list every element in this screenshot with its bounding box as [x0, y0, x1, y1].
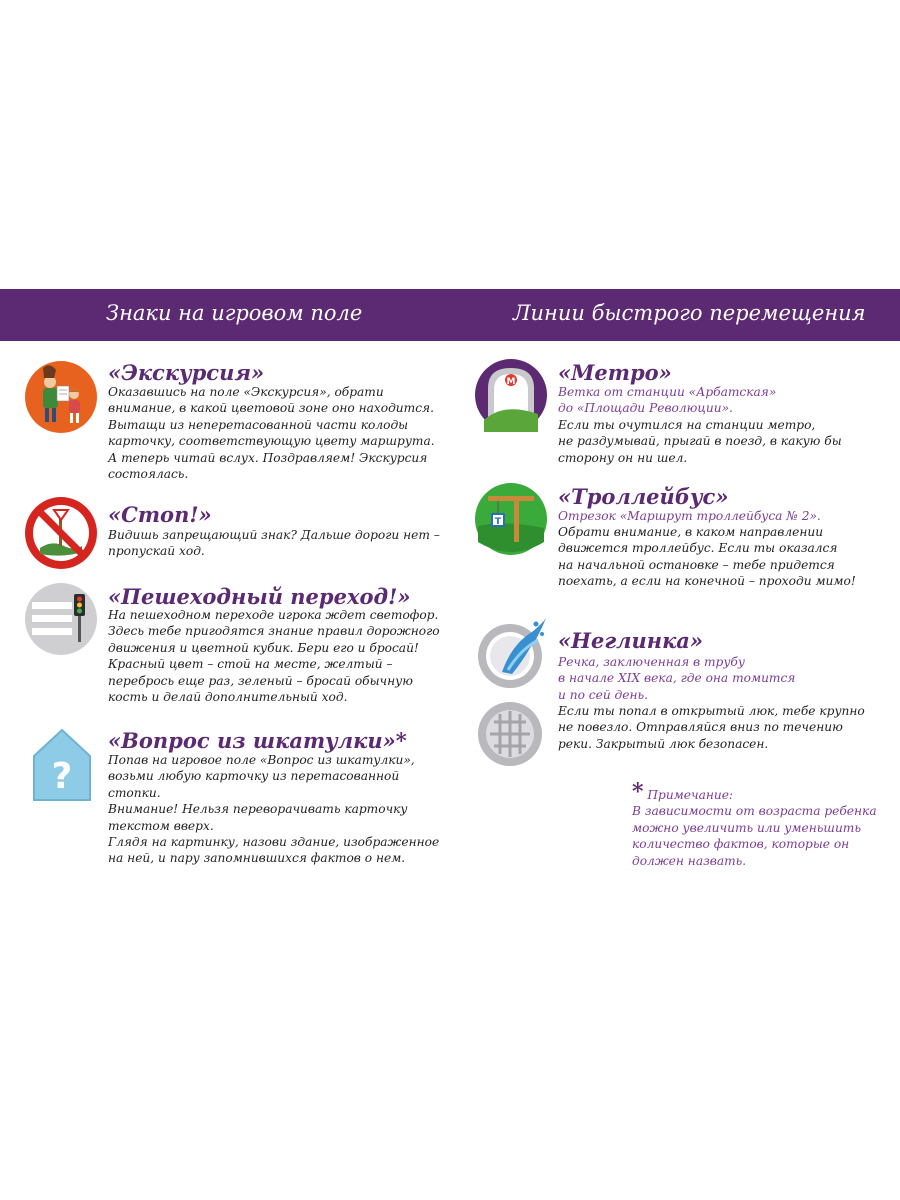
text-line: до «Площади Революции».	[558, 401, 733, 416]
trolleybus-text	[558, 524, 856, 590]
text-line: пропускай ход.	[108, 544, 205, 559]
text-line: не раздумывай, прыгай в поезд, в какую бы	[558, 434, 842, 449]
text-line: Ветка от станции «Арбатская»	[558, 385, 777, 399]
footnote-label-line	[632, 779, 877, 805]
excursion-icon	[24, 360, 98, 434]
stop-sign-icon	[24, 496, 98, 570]
text-line: В зависимости от возраста ребенка	[632, 804, 877, 819]
crosswalk-icon	[24, 582, 98, 656]
stop-heading: «Стоп!»	[108, 502, 212, 527]
metro-icon	[474, 358, 548, 432]
text-line: А теперь читай вслух. Поздравляем! Экскурсия	[108, 450, 428, 465]
svg-text:T: T	[494, 517, 502, 527]
text-line: в начале XIX века, где она томится	[558, 671, 796, 686]
manhole-subtitle	[558, 654, 795, 703]
text-line: На пешеходном переходе игрока ждет светофор.	[108, 608, 439, 622]
text-line: Попав на игровое поле «Вопрос из шкатулки»,	[108, 753, 415, 767]
trolleybus-icon	[474, 482, 548, 556]
text-line: не повезло. Отправляйся вниз по течению	[558, 720, 843, 735]
crosswalk-heading: «Пешеходный переход!»	[108, 584, 411, 609]
text-line: текстом вверх.	[108, 818, 214, 833]
text-line: сторону он ни шел.	[558, 450, 688, 465]
question-box-text	[108, 752, 439, 867]
text-line: Речка, заключенная в трубу	[558, 655, 745, 669]
excursion-heading: «Экскурсия»	[108, 360, 265, 385]
trolleybus-heading: «Троллейбус»	[558, 484, 729, 509]
text-line: Отрезок «Маршрут троллейбуса № 2».	[558, 509, 821, 523]
text-line: на ней, и пару запомнившихся фактов о нем.	[108, 851, 406, 866]
text-line: внимание, в какой цветовой зоне оно находится.	[108, 401, 434, 416]
text-line: Глядя на картинку, назови здание, изображенное	[108, 835, 440, 850]
text-line: кость и делай дополнительный ход.	[108, 690, 348, 705]
text-line: Внимание! Нельзя переворачивать карточку	[108, 802, 408, 817]
text-line: стопки.	[108, 785, 161, 800]
text-line: Если ты очутился на станции метро,	[558, 418, 816, 432]
right-section-title: Линии быстрого перемещения	[513, 301, 866, 325]
excursion-text	[108, 384, 435, 482]
text-line: Оказавшись на поле «Экскурсия», обрати	[108, 385, 384, 399]
footnote	[632, 779, 877, 869]
text-line: можно увеличить или уменьшить	[632, 820, 861, 835]
trolleybus-subtitle	[558, 508, 821, 524]
text-line: на начальной остановке – тебе придется	[558, 557, 835, 572]
text-line: Обрати внимание, в каком направлении	[558, 525, 824, 539]
footnote-label: Примечание:	[647, 788, 734, 802]
text-line: возьми любую карточку из перетасованной	[108, 769, 400, 784]
question-box-icon	[30, 726, 104, 800]
manhole-text	[558, 703, 865, 752]
manhole-heading: «Неглинка»	[558, 628, 704, 653]
section-banner	[0, 289, 900, 341]
crosswalk-text	[108, 607, 440, 705]
metro-subtitle	[558, 384, 776, 417]
metro-text	[558, 417, 842, 466]
text-line: и по сей день.	[558, 687, 649, 702]
svg-text:M: M	[506, 377, 516, 387]
text-line: количество фактов, которые он	[632, 837, 850, 852]
asterisk-mark: *	[632, 779, 644, 805]
text-line: реки. Закрытый люк безопасен.	[558, 736, 769, 751]
text-line: Здесь тебе пригодятся знание правил дорожного	[108, 624, 440, 639]
svg-text:?: ?	[51, 756, 73, 797]
text-line: Если ты попал в открытый люк, тебе крупно	[558, 704, 865, 718]
text-line: поехать, а если на конечной – проходи мимо!	[558, 574, 856, 589]
text-line: карточку, соответствующую цвету маршрута.	[108, 434, 435, 449]
text-line: должен назвать.	[632, 853, 747, 868]
metro-heading: «Метро»	[558, 360, 672, 385]
question-box-heading: «Вопрос из шкатулки»*	[108, 728, 407, 753]
text-line: движется троллейбус. Если ты оказался	[558, 541, 838, 556]
text-line: Вытащи из неперетасованной части колоды	[108, 417, 409, 432]
left-section-title: Знаки на игровом поле	[106, 301, 363, 325]
text-line: Видишь запрещающий знак? Дальше дороги нет –	[108, 528, 440, 542]
text-line: Красный цвет – стой на месте, желтый –	[108, 657, 393, 672]
stop-text	[108, 527, 440, 560]
text-line: перебрось еще раз, зеленый – бросай обычную	[108, 673, 413, 688]
text-line: состоялась.	[108, 467, 189, 482]
manhole-icon	[472, 614, 552, 774]
text-line: движения и цветной кубик. Бери его и бросай!	[108, 640, 419, 655]
